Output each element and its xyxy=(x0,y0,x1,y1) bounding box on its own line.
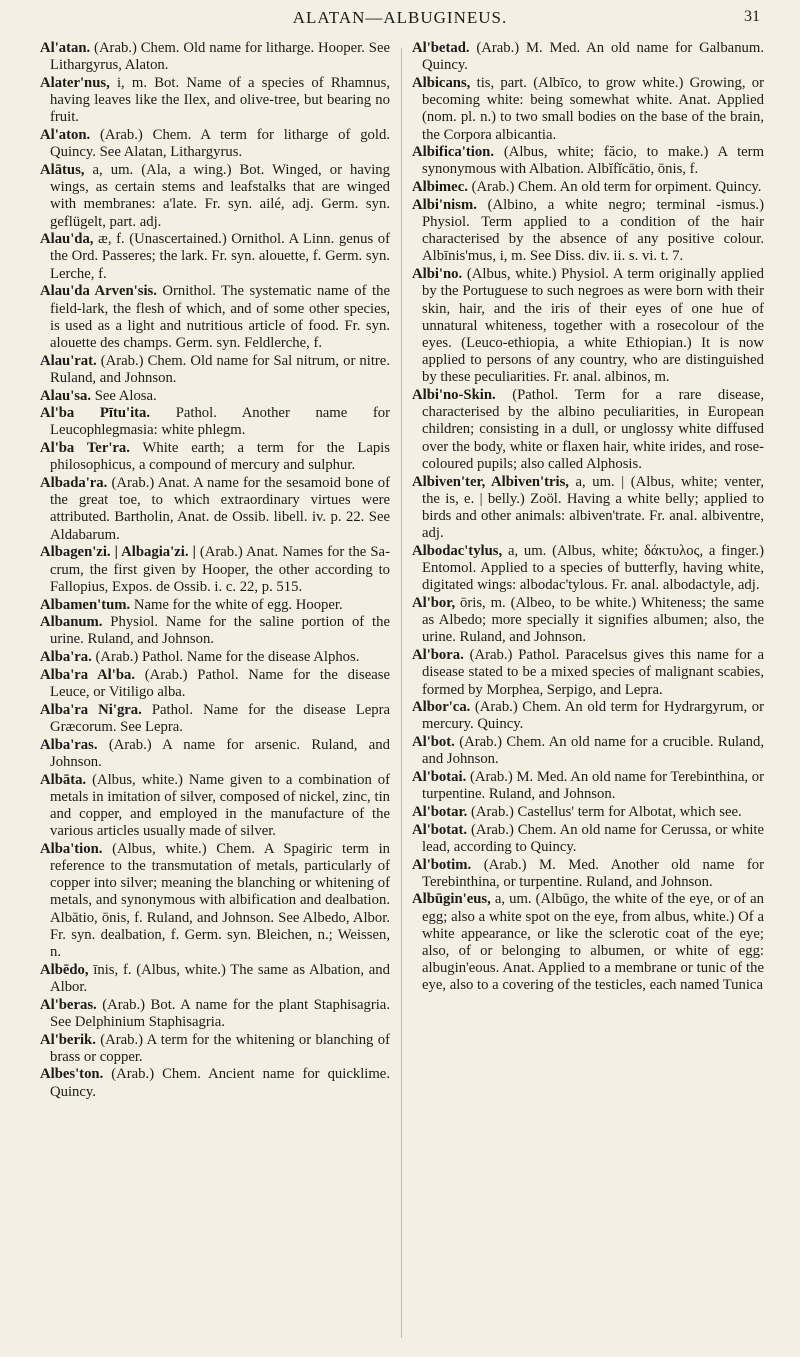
entry xyxy=(412,734,764,768)
definition: (Arab.) A term for the whitening or blanching of brass or copper. xyxy=(50,1031,390,1065)
headword: Albodac'tylus, xyxy=(412,542,503,559)
definition: (Arab.) Chem. A term for litharge of gold. Quincy. See Alatan, Lithargyrus. xyxy=(50,127,390,161)
headword: Alba'ra Ni'gra. xyxy=(40,701,142,718)
definition: (Albus, white; făcio, to make.) A term synonymous with Albation. Albĭfĭcātio, ōnis, f. xyxy=(422,144,764,178)
entry xyxy=(40,440,390,474)
definition: a, um. (Albus, white; δάκτυλος, a finger.) Entomol. Applied to a species of butterfly, having white, digitated wings: albodac'tylous. Fr. anal. albodactyle, adj. xyxy=(422,542,764,594)
entry xyxy=(412,857,764,891)
entry xyxy=(40,127,390,161)
definition: a, um. (Albūgo, the white of the eye, or of an egg; also a white spot on the eye, from albus, white.) Of a white appearance, or like the sclerotic coat of the eye; also, of or belonging to albumen, or white of egg: albugin'eous. Anat. Applied to a membrane or tunic of the eye, also to a covering of the testicles, each named Tunica xyxy=(422,891,764,994)
entry xyxy=(40,1032,390,1066)
definition: Ornithol. The systematic name of the field-lark, the flesh of which, and of some other species, is used as a light and nutritious article of food. Fr. syn. alouette des champs. Germ. syn. Feldlerche, f. xyxy=(50,283,390,351)
definition: (Arab.) Bot. A name for the plant Staphisagria. See Delphinium Staphisagria. xyxy=(50,996,390,1030)
definition: a, um. (Ala, a wing.) Bot. Winged, or having wings, as certain stems and leafstalks that are winged with membranes: a'late. Fr. syn. ailé, adj. Germ. syn. geflügelt, part. adj. xyxy=(50,161,390,230)
entry xyxy=(40,75,390,127)
page-number: 31 xyxy=(744,8,760,25)
headword: Albamen'tum. xyxy=(40,596,131,613)
entry xyxy=(40,231,390,283)
headword: Albūgin'eus, xyxy=(412,891,491,908)
entry xyxy=(412,822,764,856)
entry xyxy=(40,772,390,841)
entry xyxy=(412,543,764,595)
entry xyxy=(40,40,390,74)
definition: Pathol. Another name for Leucophlegmasia: white phlegm. xyxy=(50,405,390,439)
headword: Al'botai. xyxy=(412,769,467,786)
headword: Albi'nism. xyxy=(412,196,477,213)
entry xyxy=(40,162,390,231)
headword: Al'bot. xyxy=(412,734,455,751)
headword: Alba'tion. xyxy=(40,840,103,857)
definition: (Arab.) Anat. A name for the sesamoid bone of the great toe, to which extraordinary virtues were attributed. Bartholin, Anat. de Ossib. libell. iv. p. 22. See Aldabarum. xyxy=(50,475,390,543)
headword: Albēdo, xyxy=(40,961,89,978)
right-column xyxy=(412,40,764,1350)
definition: (Albino, a white negro; terminal -ismus.) Physiol. Term applied to a condition of the hair characterised by the absence of any positive colour. Albīnis'mus, i, m. See Diss. div. ii. s. vi. t. 7. xyxy=(422,196,764,265)
headword: Albagen'zi. | Albagia'zi. | xyxy=(40,544,196,561)
definition: Pathol. Name for the disease Lepra Græcorum. See Lepra. xyxy=(50,701,390,735)
entry xyxy=(40,283,390,352)
entry xyxy=(40,614,390,648)
headword: Al'beras. xyxy=(40,996,97,1013)
headword: Alba'ras. xyxy=(40,736,98,753)
headword: Albimec. xyxy=(412,179,468,196)
entry xyxy=(412,474,764,543)
entry xyxy=(40,388,390,405)
entry xyxy=(412,595,764,647)
headword: Al'atan. xyxy=(40,40,91,56)
definition: ōris, m. (Albeo, to be white.) Whiteness; the same as Albedo; more specially it signifies albumen; also, the urine. Ruland, and Johnson. xyxy=(422,595,764,646)
entry xyxy=(40,405,390,439)
left-column xyxy=(40,40,390,1350)
definition: See Alosa. xyxy=(91,387,157,404)
definition: (Arab.) Pathol. Name for the disease Leuce, or Vitiligo alba. xyxy=(50,666,390,701)
entry xyxy=(40,997,390,1031)
definition: (Pathol. Term for a rare disease, characterised by the albino peculiarities, in European children; consisting in a dull, or unglossy white diffused over the body, white or flaxen hair, white irides, and rose-coloured pupils; also called Alphosis. xyxy=(422,387,764,472)
headword: Al'berik. xyxy=(40,1031,96,1048)
headword: Albada'ra. xyxy=(40,475,108,492)
running-head: ALATAN—ALBUGINEUS. xyxy=(292,8,508,27)
entry xyxy=(412,75,764,144)
headword: Albicans, xyxy=(412,74,471,91)
definition: (Arab.) Chem. Ancient name for quicklime. Quincy. xyxy=(50,1066,390,1100)
headword: Alau'rat. xyxy=(40,352,97,369)
definition: (Albus, white.) Name given to a combination of metals in imitation of silver, composed of nickel, zinc, tin and copper, and employed in the manufacture of the various articles usually made of silver. xyxy=(50,771,390,840)
definition: (Arab.) Castellus' term for Albotat, which see. xyxy=(467,803,742,820)
headword: Albiven'ter, Albiven'tris, xyxy=(412,473,569,490)
entry xyxy=(412,891,764,994)
headword: Al'botim. xyxy=(412,856,472,873)
definition: (Arab.) M. Med. Another old name for Terebinthina, or turpentine. Ruland, and Johnson. xyxy=(422,856,764,890)
entry xyxy=(40,544,390,596)
definition: (Arab.) Chem. Old name for Sal nitrum, or nitre. Ruland, and Johnson. xyxy=(50,352,390,386)
definition: æ, f. (Unascertained.) Ornithol. A Linn. genus of the Ord. Passeres; the lark. Fr. syn. alouette, f. Germ. syn. Lerche, f. xyxy=(50,231,390,282)
definition: (Arab.) Pathol. Paracelsus gives this name for a disease stated to be a mixed species of malignant scabies, formed by Morphea, Serpigo, and Lepra. xyxy=(422,647,764,698)
headword: Al'betad. xyxy=(412,40,470,56)
headword: Al'aton. xyxy=(40,127,91,144)
entry xyxy=(412,266,764,386)
headword: Al'bor, xyxy=(412,595,456,611)
entry xyxy=(40,1066,390,1100)
entry xyxy=(412,144,764,178)
headword: Alātus, xyxy=(40,161,85,178)
definition: Name for the white of egg. Hooper. xyxy=(130,596,343,613)
headword: Alba'ra. xyxy=(40,649,92,666)
entry xyxy=(412,387,764,473)
definition: (Arab.) Chem. An old name for a crucible. Ruland, and Johnson. xyxy=(422,734,764,768)
definition: (Arab.) Chem. Old name for litharge. Hooper. See Lithargyrus, Alaton. xyxy=(50,40,390,74)
definition: īnis, f. (Albus, white.) The same as Albation, and Albor. xyxy=(50,961,390,995)
entry xyxy=(412,197,764,266)
headword: Al'botat. xyxy=(412,821,468,838)
headword: Albes'ton. xyxy=(40,1066,104,1083)
entry xyxy=(40,841,390,961)
entry xyxy=(412,699,764,733)
definition: (Arab.) Pathol. Name for the disease Alphos. xyxy=(91,649,360,666)
definition: tis, part. (Albīco, to grow white.) Growing, or becoming white: being somewhat white. Anat. Applied (nom. pl. n.) to two small bodies on the base of the brain, the Corpora albicantia. xyxy=(422,74,764,143)
entry xyxy=(412,179,764,196)
entry xyxy=(40,475,390,544)
headword: Al'ba Ter'ra. xyxy=(40,440,130,457)
entry xyxy=(40,667,390,701)
headword: Albanum. xyxy=(40,614,103,631)
definition: White earth; a term for the Lapis philosophicus, a compound of mercury and sulphur. xyxy=(50,440,390,474)
definition: (Arab.) Chem. An old term for orpiment. Quincy. xyxy=(467,179,762,196)
entry xyxy=(412,804,764,821)
column-divider xyxy=(401,48,402,1338)
headword: Alau'da Arven'sis. xyxy=(40,283,157,300)
headword: Albi'no-Skin. xyxy=(412,387,496,404)
headword: Alba'ra Al'ba. xyxy=(40,666,136,683)
entry xyxy=(412,769,764,803)
entry xyxy=(40,702,390,736)
definition: (Arab.) M. Med. An old name for Terebinthina, or turpentine. Ruland, and Johnson. xyxy=(422,769,764,803)
definition: (Arab.) A name for arsenic. Ruland, and Johnson. xyxy=(50,736,390,770)
headword: Alater'nus, xyxy=(40,74,110,91)
entry xyxy=(412,40,764,74)
headword: Alau'sa. xyxy=(40,387,92,404)
entry xyxy=(412,647,764,699)
definition: Physiol. Name for the saline portion of the urine. Ruland, and Johnson. xyxy=(50,614,390,648)
definition: i, m. Bot. Name of a species of Rhamnus, having leaves like the Ilex, and olive-tree, but bearing no fruit. xyxy=(50,74,390,126)
entry xyxy=(40,353,390,387)
entry xyxy=(40,649,390,666)
headword: Al'bora. xyxy=(412,647,464,664)
headword: Albi'no. xyxy=(412,266,463,283)
page-header xyxy=(40,8,760,36)
headword: Al'ba Pītu'ita. xyxy=(40,405,151,422)
definition: (Arab.) Anat. Names for the Sacrum, the first given by Hooper, the other according to Fallopius, Expos. de Ossib. i. c. 22, p. 515. xyxy=(50,544,390,595)
definition: (Albus, white.) Physiol. A term originally applied by the Portuguese to such negroes as were born with their skin, hair, and the iris of their eyes of one hue of unnatural whiteness, together with a rosecolour of the eyes. (Leuco-ethiopia, a white Ethiopian.) It is now applied to persons of any country, who are distinguished by these peculiarities. Fr. anal. albinos, m. xyxy=(422,266,764,386)
definition: (Arab.) Chem. An old name for Cerussa, or white lead, according to Quincy. xyxy=(422,821,764,855)
definition: (Arab.) M. Med. An old name for Galbanum. Quincy. xyxy=(422,40,764,74)
headword: Albifica'tion. xyxy=(412,144,495,161)
headword: Albor'ca. xyxy=(412,699,471,716)
entry xyxy=(40,597,390,614)
headword: Alau'da, xyxy=(40,231,94,248)
headword: Albāta. xyxy=(40,771,87,788)
entry xyxy=(40,962,390,996)
definition: (Arab.) Chem. An old term for Hydrargyrum, or mercury. Quincy. xyxy=(422,699,764,733)
definition: (Albus, white.) Chem. A Spagiric term in reference to the transmutation of metals, particularly of copper into silver; meaning the blanching or whitening of metals, and synonymous with albification and dealbation. Albātio, ōnis, f. Ruland, and Johnson. See Albedo, Albor. Fr. syn. dealbation, f. Germ. syn. Bleichen, n.; Weissen, n. xyxy=(50,840,390,961)
headword: Al'botar. xyxy=(412,803,468,820)
entry xyxy=(40,737,390,771)
definition: a, um. | (Albus, white; venter, the is, e. | belly.) Zoöl. Having a white belly; applied to birds and other animals: albiven'trate. Fr. anal. albiventre, adj. xyxy=(422,473,764,542)
